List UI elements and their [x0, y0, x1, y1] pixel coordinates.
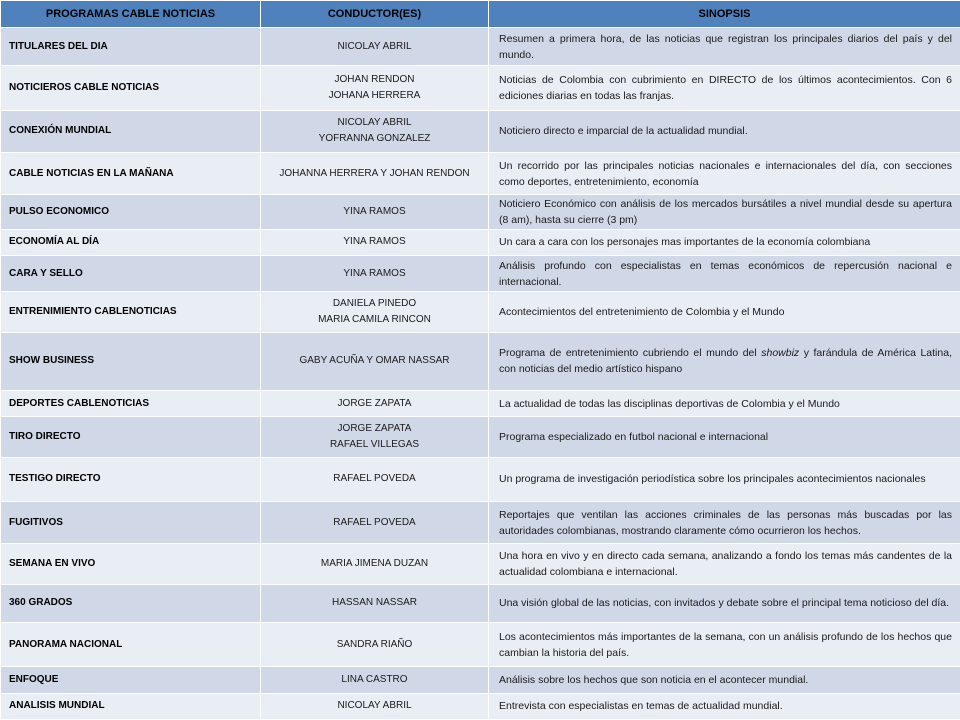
host-name: JOHAN RENDON: [334, 74, 415, 86]
program-name: SHOW BUSINESS: [1, 332, 261, 391]
program-host: LINA CASTRO: [261, 667, 489, 693]
program-name: CONEXIÓN MUNDIAL: [1, 110, 261, 152]
program-host: YINA RAMOS: [261, 255, 489, 291]
table-row: [1, 417, 960, 457]
program-synopsis: Reportajes que ventilan las acciones criminales de las personas más buscadas por las autoridades colombianas, mostrando claramente cómo ocurrieron los hechos.: [489, 502, 960, 544]
header-conductor: CONDUCTOR(ES): [261, 1, 489, 28]
table-row: [1, 667, 960, 693]
program-name: NOTICIEROS CABLE NOTICIAS: [1, 66, 261, 110]
program-host: RAFAEL POVEDA: [261, 502, 489, 544]
table-row: [1, 584, 960, 622]
program-name: PANORAMA NACIONAL: [1, 623, 261, 667]
program-host: HASSAN NASSAR: [261, 584, 489, 622]
host-name: JOHANA HERRERA: [328, 90, 421, 102]
program-host: [261, 28, 489, 66]
table-row: [1, 332, 960, 391]
host-name: MARIA CAMILA RINCON: [318, 313, 431, 325]
program-synopsis: Un recorrido por las principales noticias nacionales e internacionales del día, con secciones como deportes, entretenimiento, economía: [489, 153, 960, 195]
program-name: SEMANA EN VIVO: [1, 544, 261, 584]
program-host: [261, 66, 489, 110]
program-name: ANALISIS MUNDIAL: [1, 693, 261, 719]
program-name: ENFOQUE: [1, 667, 261, 693]
table-row: [1, 255, 960, 291]
program-host: GABY ACUÑA Y OMAR NASSAR: [261, 332, 489, 391]
program-synopsis: Una visión global de las noticias, con invitados y debate sobre el principal tema noticioso del día.: [489, 584, 960, 622]
header-programa: PROGRAMAS CABLE NOTICIAS: [1, 1, 261, 28]
program-name: PULSO ECONOMICO: [1, 195, 261, 229]
table-row: [1, 623, 960, 667]
table-row: [1, 457, 960, 501]
header-sinopsis: SINOPSIS: [489, 1, 960, 28]
table-row: [1, 110, 960, 152]
program-host: [261, 417, 489, 457]
table-row: [1, 544, 960, 584]
program-synopsis: Noticias de Colombia con cubrimiento en DIRECTO de los últimos acontecimientos. Con 6 ediciones diarias en todas las franjas.: [489, 66, 960, 110]
program-synopsis: Programa de entretenimiento cubriendo el mundo del showbiz y farándula de América Latina, con noticias del medio artístico hispano: [489, 332, 960, 391]
program-synopsis: Entrevista con especialistas en temas de actualidad mundial.: [489, 693, 960, 719]
program-host: NICOLAY ABRIL: [261, 693, 489, 719]
program-host: RAFAEL POVEDA: [261, 457, 489, 501]
program-host: YINA RAMOS: [261, 229, 489, 255]
program-synopsis: Análisis sobre los hechos que son noticia en el acontecer mundial.: [489, 667, 960, 693]
table-row: [1, 195, 960, 229]
program-synopsis: Resumen a primera hora, de las noticias que registran los principales diarios del país y del mundo.: [489, 28, 960, 66]
table-header-row: [1, 1, 960, 28]
program-name: ENTRENIMIENTO CABLENOTICIAS: [1, 292, 261, 332]
program-name: DEPORTES CABLENOTICIAS: [1, 391, 261, 417]
program-synopsis: Acontecimientos del entretenimiento de Colombia y el Mundo: [489, 292, 960, 332]
program-name: TITULARES DEL DIA: [1, 28, 261, 66]
program-name: TESTIGO DIRECTO: [1, 457, 261, 501]
program-synopsis: Un programa de investigación periodística sobre los principales acontecimientos nacionales: [489, 457, 960, 501]
table-row: [1, 153, 960, 195]
program-host: [261, 292, 489, 332]
program-synopsis: La actualidad de todas las disciplinas deportivas de Colombia y el Mundo: [489, 391, 960, 417]
synopsis-emphasis: showbiz: [761, 347, 800, 360]
program-name: TIRO DIRECTO: [1, 417, 261, 457]
program-name: CARA Y SELLO: [1, 255, 261, 291]
program-synopsis: Noticiero directo e imparcial de la actualidad mundial.: [489, 110, 960, 152]
host-name: JORGE ZAPATA: [337, 422, 412, 434]
program-host: YINA RAMOS: [261, 195, 489, 229]
host-name: DANIELA PINEDO: [332, 297, 417, 309]
table-row: [1, 292, 960, 332]
table-row: [1, 28, 960, 66]
program-name: CABLE NOTICIAS EN LA MAÑANA: [1, 153, 261, 195]
program-synopsis: Los acontecimientos más importantes de la semana, con un análisis profundo de los hechos que cambian la historia del país.: [489, 623, 960, 667]
host-name: NICOLAY ABRIL: [337, 40, 412, 52]
program-host: MARIA JIMENA DUZAN: [261, 544, 489, 584]
program-name: 360 GRADOS: [1, 584, 261, 622]
table-row: [1, 693, 960, 719]
program-synopsis: Programa especializado en futbol nacional e internacional: [489, 417, 960, 457]
host-name: NICOLAY ABRIL: [337, 117, 412, 129]
program-synopsis: Un cara a cara con los personajes mas importantes de la economía colombiana: [489, 229, 960, 255]
program-name: FUGITIVOS: [1, 502, 261, 544]
program-synopsis: Análisis profundo con especialistas en temas económicos de repercusión nacional e internacional.: [489, 255, 960, 291]
program-host: JORGE ZAPATA: [261, 391, 489, 417]
table-row: [1, 391, 960, 417]
program-host: SANDRA RIAÑO: [261, 623, 489, 667]
table-row: [1, 229, 960, 255]
program-host: [261, 110, 489, 152]
program-host: JOHANNA HERRERA Y JOHAN RENDON: [261, 153, 489, 195]
program-synopsis: Noticiero Económico con análisis de los mercados bursátiles a nivel mundial desde su apertura (8 am), hasta su cierre (3 pm): [489, 195, 960, 229]
host-name: RAFAEL VILLEGAS: [329, 438, 420, 450]
table-row: [1, 66, 960, 110]
host-name: YOFRANNA GONZALEZ: [318, 133, 431, 145]
program-name: ECONOMÍA AL DÍA: [1, 229, 261, 255]
table-row: [1, 502, 960, 544]
program-synopsis: Una hora en vivo y en directo cada semana, analizando a fondo los temas más candentes de la actualidad colombiana e internacional.: [489, 544, 960, 584]
